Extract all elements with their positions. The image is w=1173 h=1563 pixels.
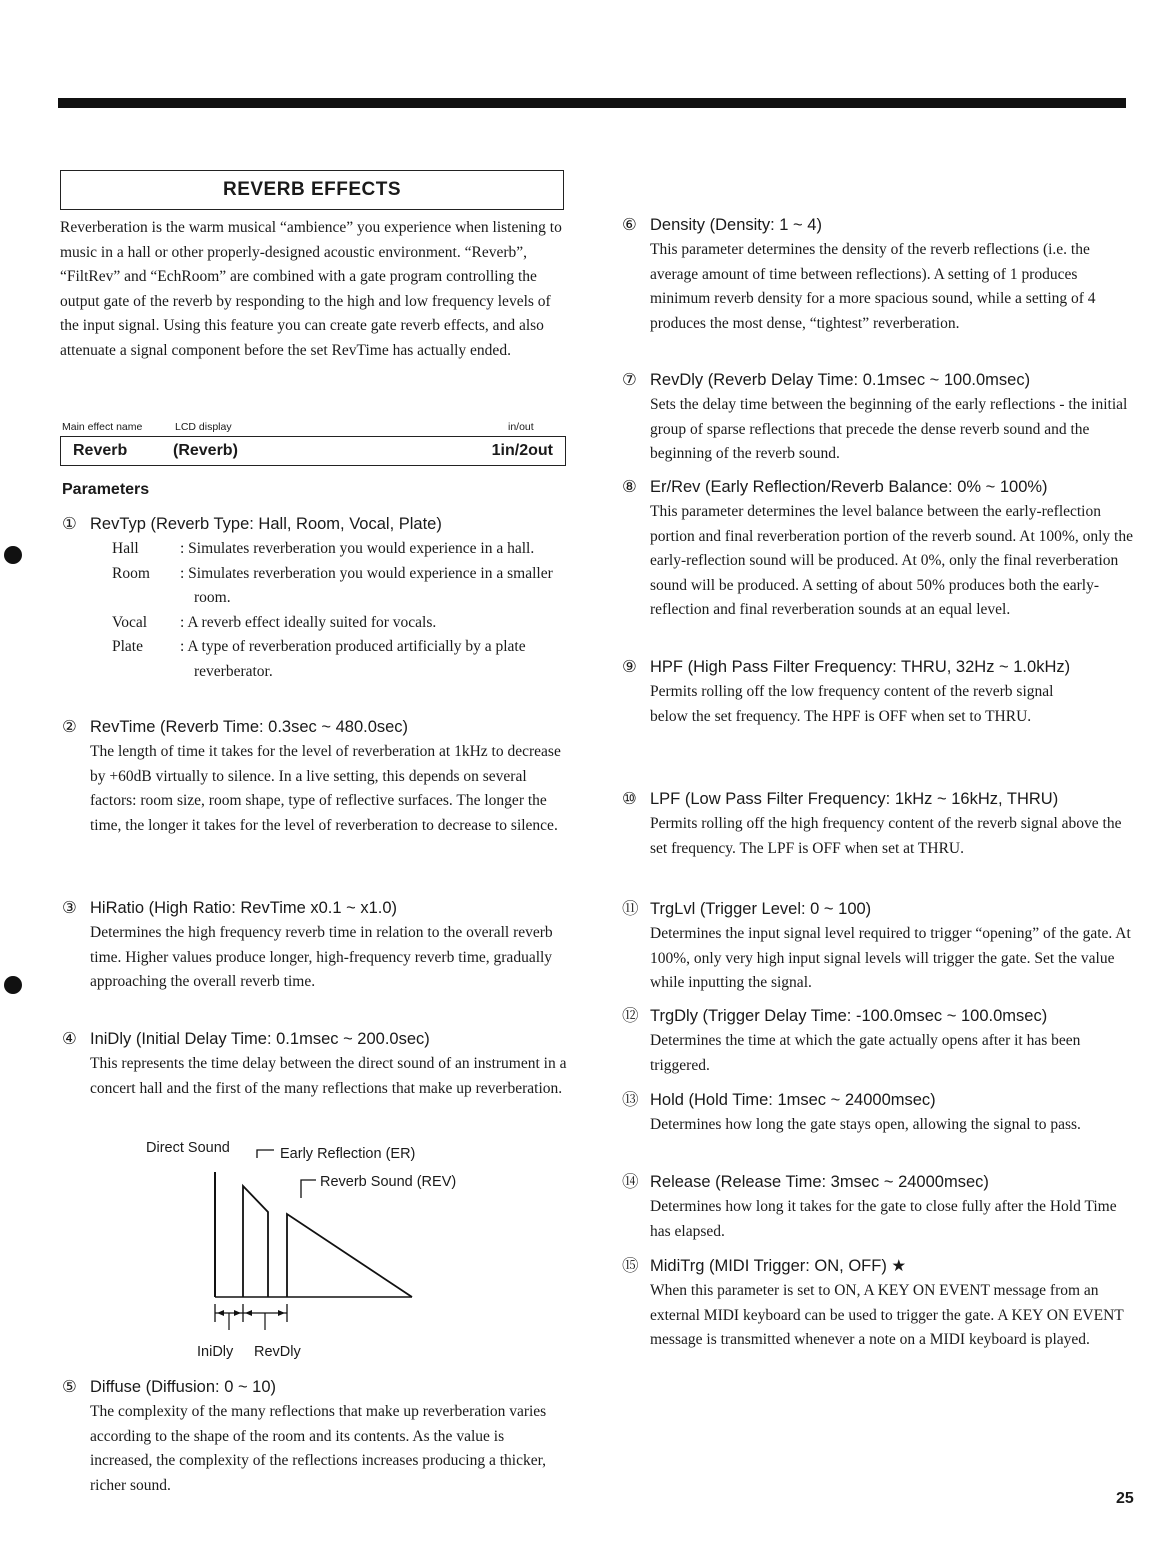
param-number: ⑪ [622,900,639,918]
type-row [112,611,568,636]
col-main-effect-name: Main effect name [62,421,143,433]
param-number: ⑨ [622,658,637,676]
param-revtyp [62,511,568,684]
param-body: Determines how long it takes for the gate to close fully after the Hold Time has elapsed. [650,1198,1117,1240]
page-number: 25 [1116,1490,1134,1507]
type-term: Hall [112,540,139,557]
rev-leader-line [301,1180,316,1198]
param-number: ⑧ [622,478,637,496]
label-direct-sound: Direct Sound [146,1140,230,1156]
type-term: Room [112,564,150,582]
main-effect-value: Reverb [73,442,128,459]
arrow-head [278,1310,285,1316]
arrow-head [245,1310,252,1316]
param-body: The complexity of the many reflections that make up reverberation varies according to the shape of the room and its contents. As the value is increased, the complexity of the reflections increases producing a thicker, richer sound. [90,1403,547,1494]
top-rule [58,98,1126,108]
param-title: Er/Rev (Early Reflection/Reverb Balance: 0% ~ 100%) [650,478,1048,496]
binder-hole-mark [4,546,22,564]
param-number: ⑤ [62,1378,77,1396]
type-row [112,537,568,562]
param-inidly [62,1026,568,1101]
label-early-reflection: Early Reflection (ER) [280,1146,416,1162]
type-desc: : Simulates reverberation you would experience in a smaller room. [180,564,553,606]
param-diffuse [62,1374,568,1498]
param-title: MidiTrg (MIDI Trigger: ON, OFF) ★ [650,1257,907,1275]
intro-paragraph: Reverberation is the warm musical “ambience” you experience when listening to music in a hall or other properly-designed acoustic environment. “Reverb”, “FiltRev” and “EchRoom” are combined with a gate program controlling the output gate of the reverb by responding to the high and low frequency levels of the input signal. Using this feature you can create gate reverb effects, and also attenuate a signal component before the set RevTime has actually ended. [60,219,562,359]
param-hpf [622,654,1092,729]
lcd-table-row [60,436,566,466]
lcd-display-value: (Reverb) [173,442,238,459]
label-reverb-sound: Reverb Sound (REV) [320,1174,457,1190]
reverb-timing-diagram [140,1132,500,1372]
param-title: TrgLvl (Trigger Level: 0 ~ 100) [650,900,872,918]
param-body: The length of time it takes for the level of reverberation at 1kHz to decrease by +60dB virtually to silence. In a live setting, this depends on several factors: room size, room shape, type of reflective surfaces. The longer the time, the longer it takes for the level of reverberation to decrease to silence. [90,743,561,834]
binder-hole-mark [4,976,22,994]
param-revtime [62,714,568,838]
reverb-sound-shape [287,1214,412,1297]
param-number: ⑬ [622,1091,639,1109]
param-title: HiRatio (High Ratio: RevTime x0.1 ~ x1.0) [90,899,398,917]
param-number: ⑦ [622,371,637,389]
param-body: Determines the time at which the gate actually opens after it has been triggered. [650,1032,1081,1074]
param-number: ② [62,718,77,736]
type-desc: : A reverb effect ideally suited for vocals. [180,613,437,631]
param-title: TrgDly (Trigger Delay Time: -100.0msec ~ 100.0msec) [650,1007,1048,1025]
param-hiratio [62,895,568,995]
type-row [112,635,568,684]
param-number: ⑫ [622,1007,639,1025]
col-lcd-display: LCD display [175,421,232,433]
param-body: Permits rolling off the high frequency content of the reverb signal above the set frequency. The LPF is OFF when set at THRU. [650,815,1122,857]
param-title: RevTyp (Reverb Type: Hall, Room, Vocal, Plate) [90,515,442,533]
param-density [622,212,1134,336]
param-er-rev [622,474,1134,623]
param-number: ⑭ [622,1173,639,1191]
col-in-out: in/out [508,421,534,433]
param-title: Diffuse (Diffusion: 0 ~ 10) [90,1378,277,1396]
param-release [622,1169,1134,1244]
param-number: ① [62,515,77,533]
param-number: ④ [62,1030,77,1048]
param-body: Determines the high frequency reverb time in relation to the overall reverb time. Higher values produce longer, high-frequency reverb time, gradually approaching the overall reverb time. [90,924,553,990]
section-title-box [60,170,564,210]
param-body: Determines how long the gate stays open, allowing the signal to pass. [650,1116,1081,1133]
param-title: RevTime (Reverb Time: 0.3sec ~ 480.0sec) [90,718,409,736]
param-body: This parameter determines the level balance between the early-reflection portion and final reverberation portion of the reverb sound. At 100%, only the early-reflection sound will be produced. At 0%, only the final reverberation sound will be produced. A setting of about 50% produces both the early-reflection and final reverberation sounds at an equal level. [650,503,1133,618]
early-reflection-shape [243,1186,268,1297]
type-desc: : A type of reverberation produced artificially by a plate reverberator. [180,638,526,680]
param-title: Hold (Hold Time: 1msec ~ 24000msec) [650,1091,936,1109]
param-trgdly [622,1003,1134,1078]
section-title: REVERB EFFECTS [222,179,402,200]
param-body: Determines the input signal level required to trigger “opening” of the gate. At 100%, only very high input signal levels will trigger the gate. Set the value while inputting the signal. [650,925,1131,991]
param-trglvl [622,896,1134,996]
param-title: LPF (Low Pass Filter Frequency: 1kHz ~ 16kHz, THRU) [650,790,1059,808]
param-number: ③ [62,899,77,917]
label-inidly: IniDly [197,1344,234,1360]
type-term: Vocal [112,613,148,631]
in-out-value: 1in/2out [491,442,553,459]
type-row [112,562,568,611]
reverb-type-list [112,537,568,684]
parameters-heading: Parameters [62,481,150,498]
type-term: Plate [112,638,143,655]
label-revdly: RevDly [254,1344,301,1360]
arrow-head [217,1310,224,1316]
param-title: IniDly (Initial Delay Time: 0.1msec ~ 200.0sec) [90,1030,430,1048]
type-desc: : Simulates reverberation you would experience in a hall. [180,540,535,557]
param-body: This parameter determines the density of the reverb reflections (i.e. the average amount of time between reflections). A setting of 1 produces minimum reverb density for a more spacious sound, while a setting of 4 produces the most dense, “tightest” reverberation. [650,241,1096,332]
param-body: Permits rolling off the low frequency content of the reverb signal below the set frequency. The HPF is OFF when set to THRU. [650,683,1054,725]
param-title: RevDly (Reverb Delay Time: 0.1msec ~ 100.0msec) [650,371,1031,389]
param-number: ⑮ [622,1257,639,1275]
param-title: Density (Density: 1 ~ 4) [650,216,822,234]
param-body: When this parameter is set to ON, A KEY ON EVENT message from an external MIDI keyboard can be used to trigger the gate. A KEY ON EVENT message is transmitted whenever a note on a MIDI keyboard is played. [650,1282,1124,1348]
arrow-head [234,1310,241,1316]
param-revdly [622,367,1134,467]
param-number: ⑩ [622,790,637,808]
param-lpf [622,786,1134,861]
param-number: ⑥ [622,216,637,234]
param-title: HPF (High Pass Filter Frequency: THRU, 32Hz ~ 1.0kHz) [650,658,1071,676]
param-body: Sets the delay time between the beginning of the early reflections - the initial group of sparse reflections that precede the dense reverb sound and the beginning of the reverb sound. [650,396,1128,462]
param-hold [622,1087,1134,1138]
param-body: This represents the time delay between the direct sound of an instrument in a concert hall and the first of the many reflections that make up reverberation. [90,1055,567,1097]
param-title: Release (Release Time: 3msec ~ 24000msec) [650,1173,989,1191]
param-miditrg [622,1253,1134,1353]
er-leader-line [257,1150,274,1158]
